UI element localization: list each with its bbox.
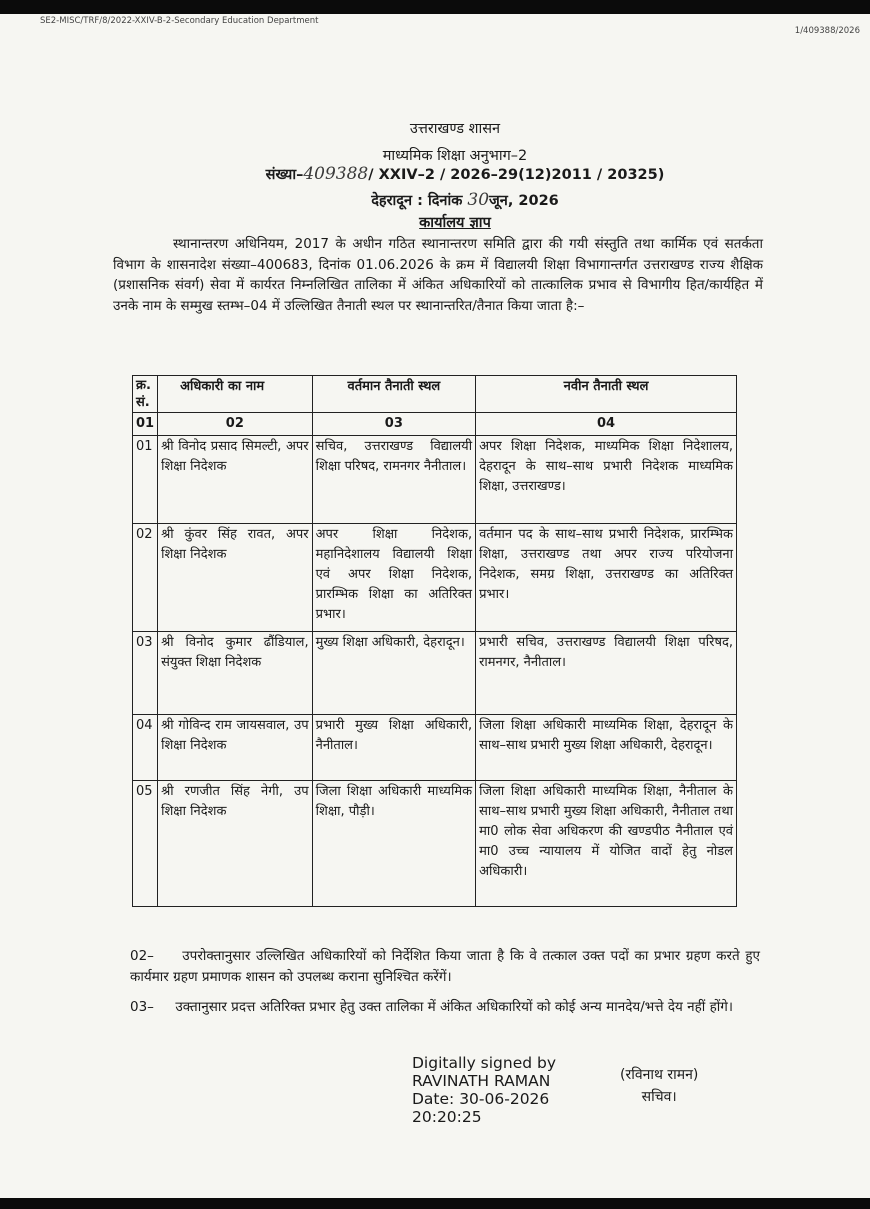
- digital-signature: [412, 1054, 556, 1126]
- number-suffix: / XXIV–2 / 2026–29(12)2011 / 20325): [368, 167, 665, 183]
- document-page: [0, 14, 870, 1198]
- intro-paragraph: [113, 234, 763, 316]
- top-black-bar: [0, 0, 870, 14]
- row-sno: 02: [133, 524, 158, 632]
- handwritten-date: 30: [467, 190, 490, 210]
- signature-line-3: Date: 30-06-2026: [412, 1090, 550, 1108]
- row-new-posting: जिला शिक्षा अधिकारी माध्यमिक शिक्षा, नैनीताल के साथ–साथ प्रभारी मुख्य शिक्षा अधिकारी, नैनीताल तथा मा0 लोक सेवा अधिकरण की खण्डपीठ नैनीताल एवं मा0 उच्च न्यायालय में योजित वादों हेतु नोडल अधिकारी।: [476, 781, 737, 907]
- row-name: श्री कुंवर सिंह रावत, अपर शिक्षा निदेशक: [158, 524, 313, 632]
- section-title: माध्यमिक शिक्षा अनुभाग–2: [382, 148, 528, 164]
- row-new-posting: अपर शिक्षा निदेशक, माध्यमिक शिक्षा निदेशालय, देहरादून के साथ–साथ प्रभारी निदेशक माध्यमिक शिक्षा, उत्तराखण्ड।: [476, 436, 737, 524]
- note-text: उपरोक्तानुसार उल्लिखित अधिकारियों को निर्देशित किया जाता है कि वे तत्काल उक्त पदों का प्रभार ग्रहण करते हुए कार्यमार ग्रहण प्रमाणक शासन को उपलब्ध कराना सुनिश्चित करेंगें।: [130, 948, 760, 985]
- colnum-2: 02: [158, 413, 313, 436]
- document-reference: 1/409388/2026: [794, 26, 860, 36]
- row-name: श्री रणजीत सिंह नेगी, उप शिक्षा निदेशक: [158, 781, 313, 907]
- header-sno: क्र. सं.: [133, 376, 158, 413]
- row-name: श्री गोविन्द राम जायसवाल, उप शिक्षा निदेशक: [158, 715, 313, 781]
- note-02: [130, 946, 760, 988]
- signature-line-4: 20:20:25: [412, 1108, 482, 1126]
- signature-line-1: Digitally signed by: [412, 1054, 557, 1072]
- table-row: [133, 436, 737, 524]
- table-row: [133, 524, 737, 632]
- row-current-posting: प्रभारी मुख्य शिक्षा अधिकारी, नैनीताल।: [312, 715, 475, 781]
- colnum-4: 04: [476, 413, 737, 436]
- place-date-suffix: जून, 2026: [489, 193, 559, 209]
- row-current-posting: सचिव, उत्तराखण्ड विद्यालयी शिक्षा परिषद, रामनगर नैनीताल।: [312, 436, 475, 524]
- number-prefix: संख्या–: [265, 167, 304, 183]
- table-row: [133, 715, 737, 781]
- note-number: 02–: [130, 948, 154, 964]
- signature-line-2: RAVINATH RAMAN: [412, 1072, 551, 1090]
- letter-number: [30, 164, 870, 184]
- bottom-black-bar: [0, 1198, 870, 1209]
- note-03: [130, 997, 760, 1018]
- transfer-table: [132, 375, 737, 907]
- row-sno: 03: [133, 632, 158, 715]
- place-date-prefix: देहरादून : दिनांक: [371, 193, 463, 209]
- row-name: श्री विनोद प्रसाद सिमल्टी, अपर शिक्षा निदेशक: [158, 436, 313, 524]
- colnum-1: 01: [133, 413, 158, 436]
- row-current-posting: अपर शिक्षा निदेशक, महानिदेशालय विद्यालयी शिक्षा एवं अपर शिक्षा निदेशक, प्रारम्भिक शिक्षा का अतिरिक्त प्रभार।: [312, 524, 475, 632]
- note-text: उक्तानुसार प्रदत्त अतिरिक्त प्रभार हेतु उक्त तालिका में अंकित अधिकारियों को कोई अन्य मानदेय/भत्ते देय नहीं होंगे।: [175, 999, 733, 1015]
- table-row: [133, 781, 737, 907]
- handwritten-number: 409388: [303, 164, 369, 184]
- govt-title: उत्तराखण्ड शासन: [409, 121, 501, 137]
- row-sno: 04: [133, 715, 158, 781]
- table-header-row: [133, 376, 737, 413]
- document-type: कार्यालय ज्ञाप: [419, 215, 491, 231]
- row-new-posting: प्रभारी सचिव, उत्तराखण्ड विद्यालयी शिक्षा परिषद, रामनगर, नैनीताल।: [476, 632, 737, 715]
- signatory-block: [620, 1064, 698, 1108]
- row-new-posting: वर्तमान पद के साथ–साथ प्रभारी निदेशक, प्रारम्भिक शिक्षा, उत्तराखण्ड तथा अपर राज्य परियोजना निदेशक, समग्र शिक्षा, उत्तराखण्ड का अतिरिक्त प्रभार।: [476, 524, 737, 632]
- signatory-designation: सचिव।: [641, 1089, 677, 1105]
- file-reference: SE2-MISC/TRF/8/2022-XXIV-B-2-Secondary Education Department: [40, 16, 319, 26]
- header-name: अधिकारी का नाम: [158, 376, 313, 413]
- header-current: वर्तमान तैनाती स्थल: [312, 376, 475, 413]
- row-name: श्री विनोद कुमार ढौंडियाल, संयुक्त शिक्षा निदेशक: [158, 632, 313, 715]
- colnum-3: 03: [312, 413, 475, 436]
- signatory-name: (रविनाथ रामन): [620, 1067, 699, 1083]
- row-sno: 01: [133, 436, 158, 524]
- intro-text: स्थानान्तरण अधिनियम, 2017 के अधीन गठित स्थानान्तरण समिति द्वारा की गयी संस्तुति तथा कार्मिक एवं सतर्कता विभाग के शासनादेश संख्या–400683, दिनांक 01.06.2026 के क्रम में विद्यालयी शिक्षा विभागान्तर्गत उत्तराखण्ड राज्य शैक्षिक (प्रशासनिक संवर्ग) सेवा में कार्यरत निम्नलिखित तालिका में अंकित अधिकारियों को तात्कालिक प्रभाव से विभागीय हित/कार्यहित में उनके नाम के सम्मुख स्तम्भ–04 में उल्लिखित तैनाती स्थल पर स्थानान्तरित/तैनात किया जाता है:–: [113, 236, 763, 314]
- table-row: [133, 632, 737, 715]
- row-current-posting: जिला शिक्षा अधिकारी माध्यमिक शिक्षा, पौड़ी।: [312, 781, 475, 907]
- row-sno: 05: [133, 781, 158, 907]
- row-current-posting: मुख्य शिक्षा अधिकारी, देहरादून।: [312, 632, 475, 715]
- place-date: [30, 190, 870, 210]
- row-new-posting: जिला शिक्षा अधिकारी माध्यमिक शिक्षा, देहरादून के साथ–साथ प्रभारी मुख्य शिक्षा अधिकारी, देहरादून।: [476, 715, 737, 781]
- header-new: नवीन तैनाती स्थल: [476, 376, 737, 413]
- note-number: 03–: [130, 999, 154, 1015]
- table-colnum-row: [133, 413, 737, 436]
